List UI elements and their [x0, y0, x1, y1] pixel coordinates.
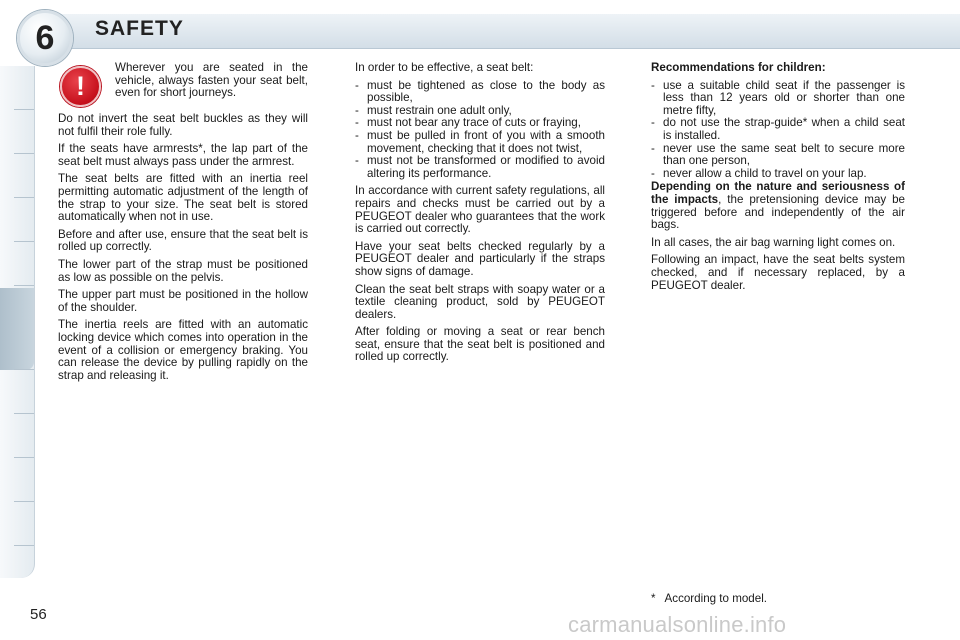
paragraph: Before and after use, ensure that the seat belt is rolled up correctly.	[58, 227, 308, 254]
paragraph: Do not invert the seat belt buckles as they will not fulfil their role fully.	[58, 112, 308, 138]
list-intro: In order to be effective, a seat belt:	[355, 61, 534, 74]
chapter-tab-6-active[interactable]	[0, 288, 34, 370]
paragraph: The inertia reels are fitted with an automatic locking device which comes into operation in the event of a collision or emergency braking. You can release the device by pulling rapidly on the strap and releasing it.	[58, 318, 308, 382]
paragraph: Have your seat belts checked regularly by a PEUGEOT dealer and particularly if the straps show signs of damage.	[355, 239, 605, 278]
list-item: - do not use the strap-guide* when a child seat is installed.	[651, 117, 905, 142]
paragraph: Clean the seat belt straps with soapy water or a textile cleaning product, sold by PEUGEOT dealers.	[355, 282, 605, 321]
chapter-tab-8[interactable]	[0, 414, 34, 458]
list-item: - must be pulled in front of you with a smooth movement, checking that it does not twist,	[355, 130, 605, 155]
list-item: - never use the same seat belt to secure more than one person,	[651, 143, 905, 168]
chapter-tab-2[interactable]	[0, 110, 34, 154]
chapter-tab-9[interactable]	[0, 458, 34, 502]
seat-belt-requirements-list	[355, 80, 605, 181]
pretensioning-paragraph	[651, 181, 905, 231]
page-number: 56	[30, 606, 47, 623]
list-item: - never allow a child to travel on your lap.	[651, 168, 905, 181]
paragraph: If the seats have armrests*, the lap part of the seat belt must always pass under the armrest.	[58, 142, 308, 168]
page-title: SAFETY	[95, 17, 184, 40]
paragraph: The upper part must be positioned in the hollow of the shoulder.	[58, 288, 308, 314]
paragraph: The seat belts are fitted with an inertia reel permitting automatic adjustment of the length of the strap to your size. The seat belt is stored automatically when not in use.	[58, 172, 308, 224]
chapter-tab-10[interactable]	[0, 502, 34, 546]
chapter-tab-7[interactable]	[0, 370, 34, 414]
list-item: - must be tightened as close to the body as possible,	[355, 80, 605, 105]
paragraph: In all cases, the air bag warning light comes on.	[651, 235, 896, 249]
impact-bold-text: Depending on the nature and seriousness of the impacts	[651, 180, 905, 206]
paragraph: Following an impact, have the seat belts system checked, and if necessary replaced, by a PEUGEOT dealer.	[651, 253, 905, 292]
column-left	[58, 62, 308, 387]
chapter-number-badge: 6	[17, 10, 73, 66]
children-recommendations-list	[651, 80, 905, 181]
list-item: - must restrain one adult only,	[355, 105, 605, 118]
paragraph: In accordance with current safety regulations, all repairs and checks must be carried out by a PEUGEOT dealer who guarantees that the work is carried out correctly.	[355, 184, 605, 236]
column-middle	[355, 62, 605, 369]
watermark: carmanualsonline.info	[568, 612, 787, 637]
chapter-tab-1[interactable]	[0, 66, 34, 110]
paragraph: After folding or moving a seat or rear bench seat, ensure that the seat belt is positioned and rolled up correctly.	[355, 325, 605, 364]
children-heading: Recommendations for children:	[651, 61, 826, 74]
list-item: - must not be transformed or modified to avoid altering its performance.	[355, 155, 605, 180]
exclamation-warning-icon: !	[60, 66, 101, 107]
chapter-tab-3[interactable]	[0, 154, 34, 198]
footnote: * According to model.	[651, 592, 767, 605]
list-item: - use a suitable child seat if the passenger is less than 12 years old or shorter than one metre fifty,	[651, 80, 905, 118]
warning-text: Wherever you are seated in the vehicle, always fasten your seat belt, even for short journeys.	[115, 61, 308, 100]
impact-text: , the pretensioning device may be triggered before and independently of the air bags.	[651, 192, 905, 232]
chapter-tabs	[0, 66, 35, 578]
column-right	[651, 62, 905, 297]
chapter-tab-4[interactable]	[0, 198, 34, 242]
chapter-tab-5[interactable]	[0, 242, 34, 286]
paragraph: The lower part of the strap must be positioned as low as possible on the pelvis.	[58, 257, 308, 284]
list-item: - must not bear any trace of cuts or fraying,	[355, 117, 605, 130]
